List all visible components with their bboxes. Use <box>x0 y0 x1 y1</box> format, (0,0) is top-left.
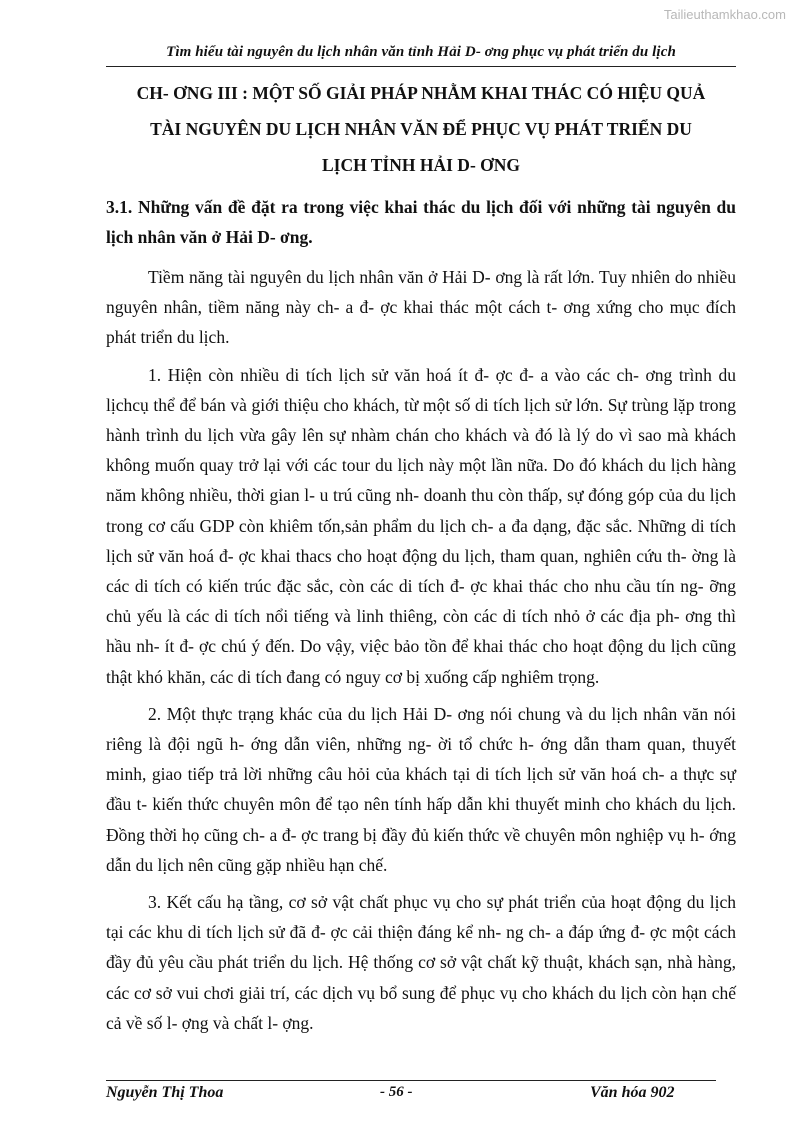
header-divider <box>106 66 736 67</box>
running-header: Tìm hiểu tài nguyên du lịch nhân văn tỉnh Hải D- ơng phục vụ phát triển du lịch <box>166 44 676 60</box>
paragraph-point-3: 3. Kết cấu hạ tầng, cơ sở vật chất phục vụ cho sự phát triển của hoạt động du lịch tại các khu di tích lịch sử đã đ- ợc cải thiện đáng kể nh- ng ch- a đáp ứng đ- ợc một cách đầy đủ yêu cầu phát triển du lịch. Hệ thống cơ sở vật chất kỹ thuật, khách sạn, nhà hàng, các cơ sở vui chơi giải trí, các dịch vụ bổ sung để phục vụ cho khách du lịch còn hạn chế cả về số l- ợng và chất l- ợng. <box>106 892 736 1033</box>
section-title: 3.1. Những vấn đề đặt ra trong việc khai thác du lịch đối với những tài nguyên du lịch nhân văn ở Hải D- ơng. <box>106 197 736 247</box>
footer-author: Nguyễn Thị Thoa <box>106 1084 224 1101</box>
footer-class-name: Văn hóa 902 <box>590 1084 675 1101</box>
footer-divider <box>106 1080 716 1081</box>
chapter-title-line-1: CH- ƠNG III : MỘT SỐ GIẢI PHÁP NHẰM KHAI THÁC CÓ HIỆU QUẢ <box>136 83 706 103</box>
watermark: Tailieuthamkhao.com <box>663 7 786 22</box>
chapter-title-line-2: TÀI NGUYÊN DU LỊCH NHÂN VĂN ĐỂ PHỤC VỤ PHÁT TRIỂN DU <box>150 119 692 139</box>
paragraph-point-1: 1. Hiện còn nhiều di tích lịch sử văn hoá ít đ- ợc đ- a vào các ch- ơng trình du lịchcụ thể để bán và giới thiệu cho khách, từ một số di tích lịch sử lớn. Sự trùng lặp trong hành trình du lịch vừa gây lên sự nhàm chán cho khách và đó là lý do vì sao mà khách không muốn quay trở lại với các tour du lịch này một lần nữa. Do đó khách du lịch hàng năm không nhiều, thời gian l- u trú cũng nh- doanh thu còn thấp, sự đóng góp của du lịch trong cơ cấu GDP còn khiêm tốn,sản phẩm du lịch ch- a đa dạng, đặc sắc. Những di tích lịch sử văn hoá đ- ợc khai thacs cho hoạt động du lịch, tham quan, nghiên cứu th- ờng là các di tích có kiến trúc đặc sắc, còn các di tích đ- ợc khai thác cho nhu cầu tín ng- ỡng chủ yếu là các di tích nổi tiếng và linh thiêng, còn các di tích nhỏ ở các địa ph- ơng thì hầu nh- ít đ- ợc chú ý đến. Do vậy, việc bảo tồn để khai thác cho hoạt động du lịch cũng thật khó khăn, các di tích đang có nguy cơ bị xuống cấp nghiêm trọng. <box>106 364 736 687</box>
paragraph-intro: Tiềm năng tài nguyên du lịch nhân văn ở Hải D- ơng là rất lớn. Tuy nhiên do nhiều nguyên nhân, tiềm năng này ch- a đ- ợc khai thác một cách t- ơng xứng cho mục đích phát triển du lịch. <box>106 267 736 348</box>
chapter-title-line-3: LỊCH TỈNH HẢI D- ƠNG <box>321 155 521 175</box>
page-number: - 56 - <box>380 1084 413 1100</box>
document-body <box>106 75 736 1045</box>
chapter-title <box>106 75 736 183</box>
paragraph-point-2: 2. Một thực trạng khác của du lịch Hải D- ơng nói chung và du lịch nhân văn nói riêng là đội ngũ h- ớng dẫn viên, những ng- ời tổ chức h- ớng dẫn tham quan, thuyết minh, giao tiếp trả lời những câu hỏi của khách tại di tích lịch sử văn hoá ch- a thực sự đầu t- kiến thức chuyên môn để tạo nên tính hấp dẫn khi thuyết minh cho khách du lịch. Đồng thời họ cũng ch- a đ- ợc trang bị đầy đủ kiến thức về chuyên môn nghiệp vụ h- ớng dẫn du lịch nên cũng gặp nhiều hạn chế. <box>106 703 736 875</box>
